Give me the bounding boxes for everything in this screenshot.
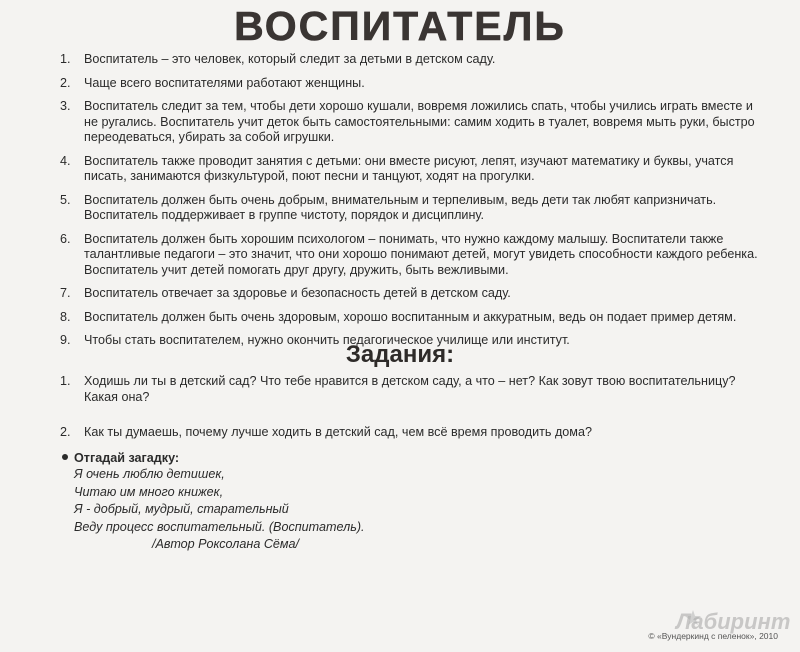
- item-number: 2.: [60, 425, 71, 439]
- item-text: Воспитатель – это человек, который следит за детьми в детском саду.: [84, 52, 496, 66]
- item-text: Ходишь ли ты в детский сад? Что тебе нравится в детском саду, а что – нет? Как зовут твою воспитательницу? Какая она?: [84, 374, 736, 404]
- list-item: [60, 76, 760, 92]
- list-item: [60, 310, 760, 326]
- poem-line: Я очень люблю детишек,: [74, 467, 225, 481]
- item-text: Чаще всего воспитателями работают женщины.: [84, 75, 365, 90]
- item-text: Воспитатель должен быть очень добрым, внимательным и терпеливым, ведь дети так любят капризничать. Воспитатель поддерживает в группе чистоту, порядок и дисциплину.: [84, 192, 717, 222]
- list-item: [60, 286, 760, 302]
- item-number: 3.: [60, 99, 71, 113]
- tasks-heading: Задания:: [345, 341, 455, 368]
- list-item: [60, 193, 760, 224]
- poem-line: Читаю им много книжек,: [74, 484, 224, 499]
- poem-line: Я - добрый, мудрый, старательный: [74, 502, 289, 516]
- item-text: Воспитатель должен быть очень здоровым, хорошо воспитанным и аккуратным, ведь он подает пример детям.: [84, 309, 737, 324]
- copyright-text: © «Вундеркинд с пеленок», 2010: [648, 631, 778, 641]
- watermark-logo: Лабиринт: [676, 609, 791, 634]
- item-number: 2.: [60, 75, 71, 90]
- task-item: [60, 425, 760, 441]
- riddle-block: [62, 450, 562, 554]
- item-text: Воспитатель должен быть хорошим психологом – понимать, что нужно каждому малышу. Воспитатели также талантливые педагоги – это значит, что они хорошо понимают детей, могут увидеть способности каждого ребенка. Воспитатель учит детей помогать друг другу, дружить, быть вежливыми.: [84, 231, 758, 277]
- item-text: Как ты думаешь, почему лучше ходить в детский сад, чем всё время проводить дома?: [84, 425, 592, 439]
- item-text: Воспитатель также проводит занятия с детьми: они вместе рисуют, лепят, изучают математику и буквы, учатся писать, занимаются физкультурой, поют песни и танцуют, ходят на прогулки.: [84, 153, 734, 183]
- item-text: Воспитатель отвечает за здоровье и безопасность детей в детском саду.: [84, 286, 511, 300]
- tasks-list: [60, 374, 760, 461]
- item-number: 6.: [60, 231, 71, 246]
- task-item: [60, 374, 760, 405]
- item-number: 4.: [60, 153, 71, 168]
- list-item: [60, 52, 760, 68]
- riddle-heading: [62, 450, 562, 466]
- item-number: 9.: [60, 333, 71, 347]
- item-number: 1.: [60, 374, 71, 388]
- bullet-icon: [62, 454, 68, 460]
- item-number: 1.: [60, 52, 71, 66]
- list-item: [60, 232, 760, 279]
- poem-line: Веду процесс воспитательный. (Воспитатель).: [74, 519, 365, 534]
- riddle-heading-text: Отгадай загадку:: [74, 451, 180, 465]
- list-item: [60, 99, 760, 146]
- facts-list: [60, 52, 760, 357]
- item-text: Воспитатель следит за тем, чтобы дети хорошо кушали, вовремя ложились спать, чтобы учились играть вместе и не ругались. Воспитатель учит деток быть самостоятельными: самим ходить в туалет, вовремя мыть руки, быстро переодеваться, убирать за собой игрушки.: [84, 99, 755, 144]
- item-number: 7.: [60, 286, 71, 300]
- poem-author: /Автор Роксолана Сёма/: [152, 537, 300, 551]
- page-title: ВОСПИТАТЕЛЬ: [234, 3, 566, 49]
- item-number: 5.: [60, 192, 71, 207]
- list-item: [60, 154, 760, 185]
- item-number: 8.: [60, 309, 71, 324]
- item-text: Чтобы стать воспитателем, нужно окончить педагогическое училище или институт.: [84, 333, 570, 347]
